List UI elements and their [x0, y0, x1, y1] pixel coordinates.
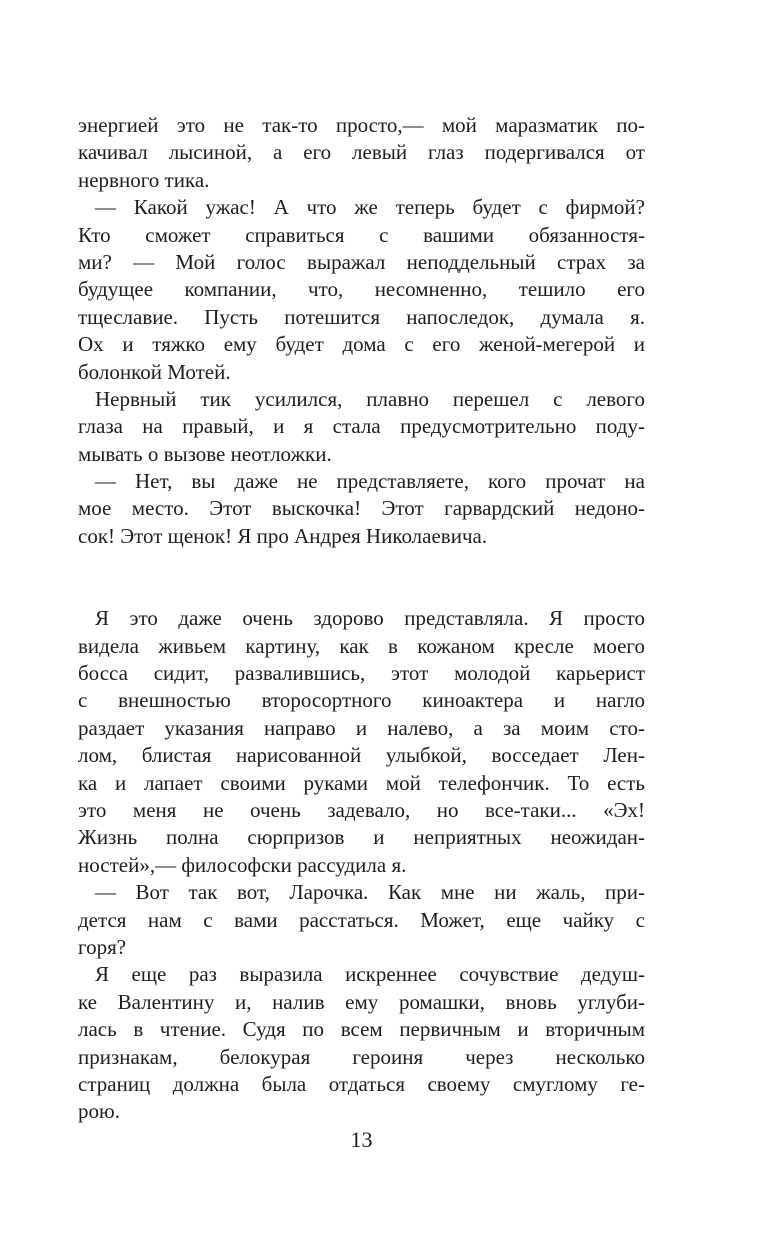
- text-line: — Вот так вот, Ларочка. Как мне ни жаль, при-: [95, 880, 645, 905]
- text-line: сок! Этот щенок! Я про Андрея Николаевича.: [78, 523, 488, 548]
- text-line: с внешностью второсортного киноактера и нагло: [78, 688, 645, 713]
- text-line: энергией это не так-то просто,— мой маразматик по-: [78, 113, 645, 137]
- text-line: качивал лысиной, а его левый глаз подергивался от: [78, 140, 645, 165]
- paragraph: [78, 961, 645, 1125]
- text-line: ностей»,— философски рассудила я.: [78, 852, 407, 877]
- text-line: ке Валентину и, налив ему ромашки, вновь углуби-: [78, 989, 645, 1014]
- page-number: 13: [350, 1127, 373, 1152]
- text-line: признакам, белокурая героиня через несколько: [78, 1044, 645, 1069]
- text-line: босса сидит, развалившись, этот молодой карьерист: [78, 661, 645, 686]
- paragraph: [78, 468, 645, 550]
- text-line: видела живьем картину, как в кожаном кресле моего: [78, 633, 645, 658]
- text-line: ми? — Мой голос выражал неподдельный страх за: [78, 249, 645, 274]
- text-line: — Нет, вы даже не представляете, кого прочат на: [95, 469, 645, 494]
- text-line: раздает указания направо и налево, а за моим сто-: [78, 715, 645, 740]
- text-line: будущее компании, что, несомненно, тешило его: [78, 277, 645, 302]
- text-line: лась в чтение. Судя по всем первичным и вторичным: [78, 1017, 645, 1042]
- paragraph: [78, 112, 645, 194]
- text-line: горя?: [78, 934, 127, 959]
- text-line: мывать о вызове неотложки.: [78, 441, 332, 466]
- text-line: болонкой Мотей.: [78, 359, 231, 384]
- text-line: глаза на правый, и я стала предусмотрительно поду-: [78, 414, 645, 439]
- text-line: Я это даже очень здорово представляла. Я просто: [95, 606, 645, 631]
- text-line: Ох и тяжко ему будет дома с его женой-мегерой и: [78, 332, 645, 357]
- text-line: нервного тика.: [78, 167, 210, 192]
- text-line: Жизнь полна сюрпризов и неприятных неожидан-: [78, 825, 645, 850]
- text-line: Нервный тик усилился, плавно перешел с левого: [95, 386, 645, 411]
- page-text: [78, 112, 645, 1126]
- text-line: дется нам с вами расстаться. Может, еще чайку с: [78, 907, 645, 932]
- text-line: ка и лапает своими руками мой телефончик. То есть: [78, 770, 645, 795]
- text-line: страниц должна была отдаться своему смуглому ге-: [78, 1071, 645, 1096]
- text-line: рою.: [78, 1099, 120, 1124]
- text-line: мое место. Этот выскочка! Этот гарвардский недоно-: [78, 496, 645, 521]
- text-line: Кто сможет справиться с вашими обязанностя-: [78, 222, 645, 247]
- text-line: — Какой ужас! А что же теперь будет с фирмой?: [95, 195, 645, 220]
- text-line: Я еще раз выразила искреннее сочувствие дедуш-: [95, 962, 645, 987]
- paragraph: [78, 605, 645, 879]
- text-line: тщеславие. Пусть потешится напоследок, думала я.: [78, 304, 645, 329]
- text-line: лом, блистая нарисованной улыбкой, восседает Лен-: [78, 743, 645, 768]
- paragraph: [78, 386, 645, 468]
- text-line: это меня не очень задевало, но все-таки... «Эх!: [78, 797, 645, 822]
- paragraph: [78, 879, 645, 961]
- paragraph: [78, 194, 645, 386]
